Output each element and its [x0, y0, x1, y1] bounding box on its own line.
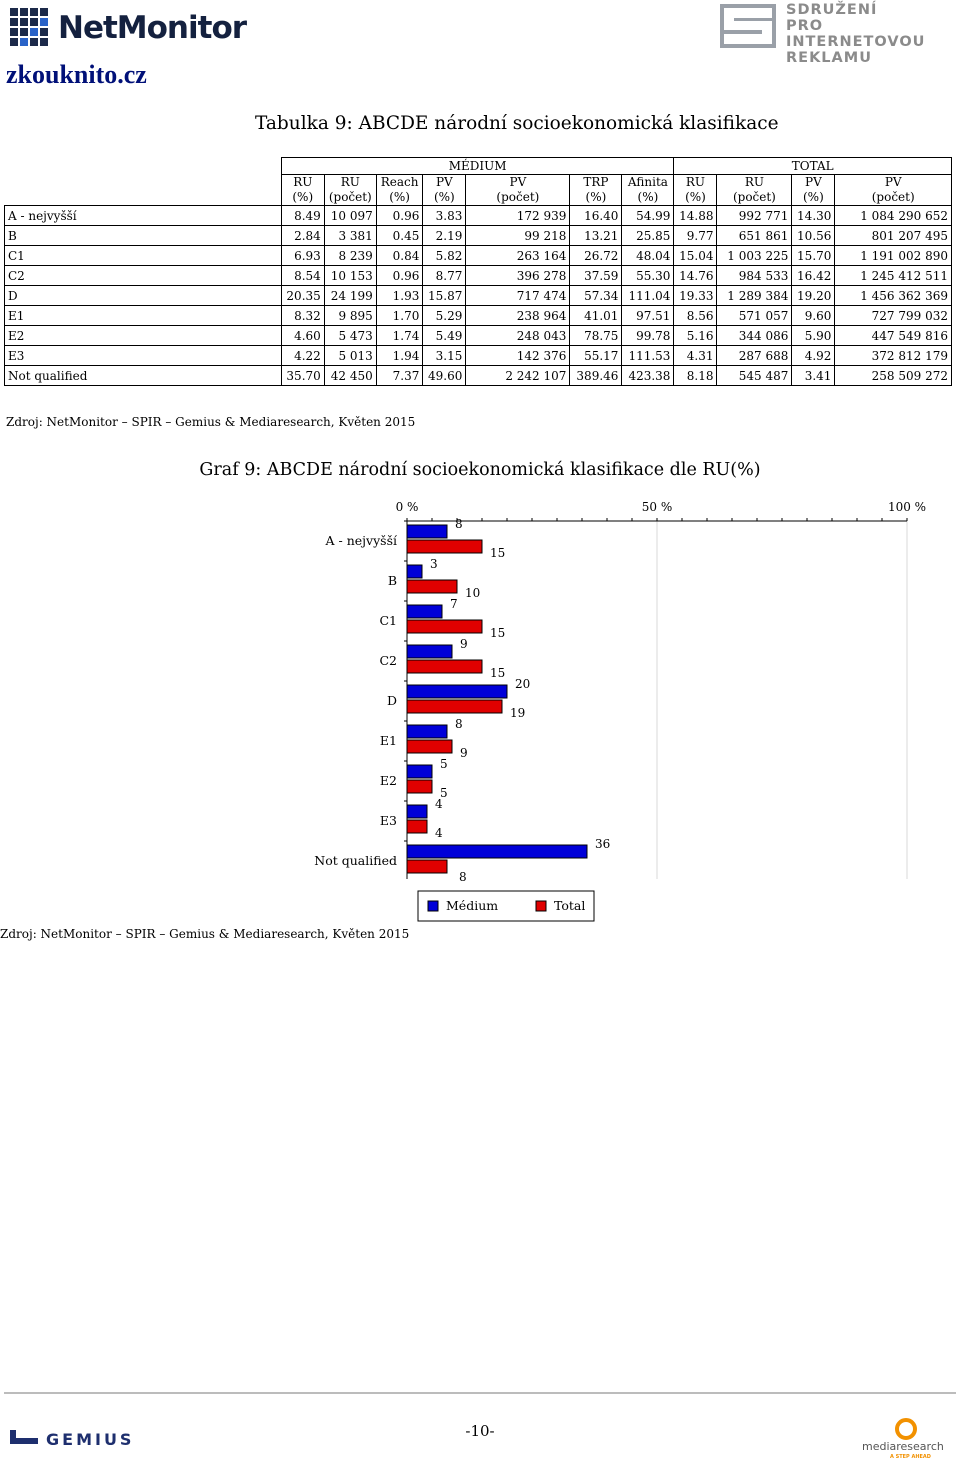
column-header-line-2: (%): [637, 190, 659, 204]
table-cell: 651 861: [717, 226, 792, 246]
spir-logo-line-3: REKLAMU: [786, 50, 872, 66]
group-header-medium: MÉDIUM: [281, 158, 674, 175]
legend-swatch-total: [536, 901, 546, 911]
bar-chart: [300, 495, 940, 925]
mediaresearch-logo-icon: [894, 1418, 918, 1440]
table-row: [5, 266, 952, 286]
data-label: 4: [435, 797, 443, 811]
table-cell: 0.84: [376, 246, 423, 266]
bar-total: [407, 660, 482, 673]
row-label: Not qualified: [5, 366, 282, 386]
spir-logo-line-1: SDRUŽENÍ: [786, 2, 878, 18]
data-label: 15: [490, 666, 506, 680]
category-label: C2: [379, 653, 397, 668]
table-cell: 3.15: [423, 346, 466, 366]
column-header: [281, 175, 324, 206]
table-cell: 10 153: [324, 266, 376, 286]
netmonitor-logo: [8, 6, 247, 46]
column-header: [835, 175, 952, 206]
column-header: [622, 175, 674, 206]
legend-label: Médium: [446, 898, 499, 913]
table-cell: 25.85: [622, 226, 674, 246]
bar-total: [407, 580, 457, 593]
data-label: 20: [515, 677, 531, 691]
table-cell: 571 057: [717, 306, 792, 326]
legend-label: Total: [554, 898, 586, 913]
table-cell: 97.51: [622, 306, 674, 326]
data-label: 9: [460, 746, 468, 760]
column-header-line-1: RU: [685, 175, 706, 189]
bar-médium: [407, 645, 452, 658]
column-header-line-2: (%): [685, 190, 706, 204]
column-header: [792, 175, 835, 206]
table-cell: 1 245 412 511: [835, 266, 952, 286]
row-label: E2: [5, 326, 282, 346]
table-cell: 57.34: [570, 286, 622, 306]
table-cell: 55.30: [622, 266, 674, 286]
table-cell: 20.35: [281, 286, 324, 306]
table-row: [5, 286, 952, 306]
column-header-line-1: RU: [340, 175, 360, 189]
table-cell: 172 939: [466, 206, 570, 226]
x-tick-label: 100 %: [887, 500, 927, 514]
bar-total: [407, 700, 502, 713]
data-label: 8: [455, 717, 463, 731]
footer-divider: [4, 1392, 956, 1394]
category-label: Not qualified: [314, 853, 397, 868]
chart-source: Zdroj: NetMonitor – SPIR – Gemius & Mediaresearch, Květen 2015: [0, 927, 410, 941]
table-cell: 19.20: [792, 286, 835, 306]
netmonitor-logo-text: NetMonitor: [58, 10, 247, 46]
legend-swatch-médium: [428, 901, 438, 911]
table-cell: 344 086: [717, 326, 792, 346]
table-cell: 8.54: [281, 266, 324, 286]
category-label: A - nejvyšší: [325, 533, 397, 548]
table-cell: 4.60: [281, 326, 324, 346]
data-label: 15: [490, 626, 506, 640]
column-header-line-2: (počet): [328, 190, 372, 204]
table-cell: 15.87: [423, 286, 466, 306]
group-header-total: TOTAL: [674, 158, 952, 175]
category-label: B: [387, 573, 397, 588]
table-cell: 19.33: [674, 286, 717, 306]
table-cell: 258 509 272: [835, 366, 952, 386]
table-cell: 545 487: [717, 366, 792, 386]
table-cell: 142 376: [466, 346, 570, 366]
table-cell: 99 218: [466, 226, 570, 246]
row-label: B: [5, 226, 282, 246]
table-cell: 8 239: [324, 246, 376, 266]
table-cell: 6.93: [281, 246, 324, 266]
table-cell: 14.30: [792, 206, 835, 226]
table-cell: 10.56: [792, 226, 835, 246]
data-table: [4, 157, 952, 386]
row-label: E3: [5, 346, 282, 366]
bar-médium: [407, 845, 587, 858]
column-header: [466, 175, 570, 206]
table-cell: 55.17: [570, 346, 622, 366]
column-header-line-1: Afinita: [627, 175, 668, 189]
table-corner-sub: [5, 175, 282, 206]
table-cell: 41.01: [570, 306, 622, 326]
data-label: 4: [435, 826, 443, 840]
table-cell: 1 003 225: [717, 246, 792, 266]
page-number: -10-: [465, 1422, 495, 1440]
gemius-logo-text: GEMIUS: [46, 1430, 135, 1449]
table-cell: 8.32: [281, 306, 324, 326]
table-row: [5, 226, 952, 246]
column-header-line-2: (%): [585, 190, 607, 204]
bar-médium: [407, 525, 447, 538]
table-cell: 8.56: [674, 306, 717, 326]
table-cell: 248 043: [466, 326, 570, 346]
table-cell: 5.49: [423, 326, 466, 346]
chart-title: Graf 9: ABCDE národní socioekonomická klasifikace dle RU(%): [199, 460, 761, 480]
table-cell: 1.74: [376, 326, 423, 346]
table-cell: 1 456 362 369: [835, 286, 952, 306]
table-row: [5, 366, 952, 386]
column-header-line-2: (počet): [871, 190, 915, 204]
data-label: 9: [460, 637, 468, 651]
table-cell: 35.70: [281, 366, 324, 386]
table-cell: 37.59: [570, 266, 622, 286]
table-cell: 111.53: [622, 346, 674, 366]
netmonitor-logo-icon: [10, 8, 54, 48]
row-label: C1: [5, 246, 282, 266]
table-cell: 801 207 495: [835, 226, 952, 246]
data-label: 8: [459, 870, 467, 884]
data-label: 10: [465, 586, 481, 600]
table-cell: 4.92: [792, 346, 835, 366]
bar-médium: [407, 765, 432, 778]
table-cell: 9.60: [792, 306, 835, 326]
table-cell: 447 549 816: [835, 326, 952, 346]
table-cell: 8.49: [281, 206, 324, 226]
table-cell: 5 473: [324, 326, 376, 346]
table-cell: 15.70: [792, 246, 835, 266]
category-label: C1: [379, 613, 397, 628]
table-title: Tabulka 9: ABCDE národní socioekonomická klasifikace: [255, 113, 779, 134]
bar-total: [407, 620, 482, 633]
table-source: Zdroj: NetMonitor – SPIR – Gemius & Mediaresearch, Květen 2015: [6, 415, 416, 429]
table-cell: 5 013: [324, 346, 376, 366]
column-header-line-1: PV: [509, 175, 527, 189]
table-cell: 78.75: [570, 326, 622, 346]
column-header: [376, 175, 423, 206]
table-cell: 14.76: [674, 266, 717, 286]
table-cell: 5.82: [423, 246, 466, 266]
table-cell: 5.90: [792, 326, 835, 346]
row-label: D: [5, 286, 282, 306]
mediaresearch-slogan: A STEP AHEAD: [890, 1454, 931, 1460]
table-cell: 48.04: [622, 246, 674, 266]
column-header-line-1: PV: [805, 175, 822, 189]
table-cell: 4.22: [281, 346, 324, 366]
table-cell: 9 895: [324, 306, 376, 326]
data-label: 3: [430, 557, 438, 571]
table-cell: 42 450: [324, 366, 376, 386]
row-label: A - nejvyšší: [5, 206, 282, 226]
table-row: [5, 326, 952, 346]
table-row: [5, 246, 952, 266]
table-cell: 717 474: [466, 286, 570, 306]
table-cell: 16.42: [792, 266, 835, 286]
bar-total: [407, 860, 447, 873]
table-cell: 0.45: [376, 226, 423, 246]
spir-logo: [718, 2, 958, 66]
data-label: 8: [455, 517, 463, 531]
column-header-line-1: RU: [293, 175, 313, 189]
row-label: E1: [5, 306, 282, 326]
mediaresearch-logo: [860, 1418, 956, 1462]
column-header: [423, 175, 466, 206]
table-cell: 111.04: [622, 286, 674, 306]
table-cell: 1 084 290 652: [835, 206, 952, 226]
data-label: 5: [440, 757, 448, 771]
table-row: [5, 306, 952, 326]
table-corner: [5, 158, 282, 175]
table-cell: 3.83: [423, 206, 466, 226]
table-cell: 238 964: [466, 306, 570, 326]
x-tick-label: 0 %: [395, 500, 419, 514]
column-header: [717, 175, 792, 206]
category-label: E3: [379, 813, 397, 828]
table-cell: 1.70: [376, 306, 423, 326]
column-header-line-2: (%): [389, 190, 410, 204]
table-cell: 3 381: [324, 226, 376, 246]
table-cell: 2 242 107: [466, 366, 570, 386]
table-cell: 14.88: [674, 206, 717, 226]
bar-total: [407, 540, 482, 553]
bar-médium: [407, 565, 422, 578]
table-cell: 10 097: [324, 206, 376, 226]
table-cell: 8.77: [423, 266, 466, 286]
column-header-line-2: (počet): [732, 190, 776, 204]
table-row: [5, 346, 952, 366]
table-cell: 1 191 002 890: [835, 246, 952, 266]
site-name: zkouknito.cz: [6, 60, 147, 89]
table-cell: 727 799 032: [835, 306, 952, 326]
category-label: D: [386, 693, 397, 708]
column-header-line-1: PV: [884, 175, 902, 189]
table-cell: 372 812 179: [835, 346, 952, 366]
table-cell: 389.46: [570, 366, 622, 386]
bar-médium: [407, 805, 427, 818]
table-cell: 26.72: [570, 246, 622, 266]
category-label: E2: [379, 773, 397, 788]
table-cell: 263 164: [466, 246, 570, 266]
bar-total: [407, 740, 452, 753]
column-header-line-1: RU: [744, 175, 764, 189]
table-cell: 2.84: [281, 226, 324, 246]
table-cell: 3.41: [792, 366, 835, 386]
table-cell: 16.40: [570, 206, 622, 226]
row-label: C2: [5, 266, 282, 286]
column-header-line-1: TRP: [583, 175, 609, 189]
table-cell: 1.94: [376, 346, 423, 366]
table-cell: 99.78: [622, 326, 674, 346]
column-header-line-2: (počet): [496, 190, 540, 204]
table-cell: 0.96: [376, 266, 423, 286]
spir-logo-icon: [720, 4, 776, 48]
table-cell: 8.18: [674, 366, 717, 386]
table-cell: 7.37: [376, 366, 423, 386]
data-label: 15: [490, 546, 506, 560]
data-label: 7: [450, 597, 458, 611]
data-label: 36: [595, 837, 611, 851]
bar-médium: [407, 725, 447, 738]
table-cell: 49.60: [423, 366, 466, 386]
table-cell: 5.29: [423, 306, 466, 326]
table-cell: 1.93: [376, 286, 423, 306]
column-header: [570, 175, 622, 206]
mediaresearch-logo-text: mediaresearch: [862, 1440, 944, 1453]
table-cell: 992 771: [717, 206, 792, 226]
table-cell: 5.16: [674, 326, 717, 346]
table-cell: 2.19: [423, 226, 466, 246]
bar-total: [407, 820, 427, 833]
table-cell: 15.04: [674, 246, 717, 266]
table-cell: 1 289 384: [717, 286, 792, 306]
table-cell: 396 278: [466, 266, 570, 286]
x-tick-label: 50 %: [641, 500, 673, 514]
table-cell: 4.31: [674, 346, 717, 366]
table-cell: 984 533: [717, 266, 792, 286]
column-header-line-2: (%): [433, 190, 455, 204]
table-cell: 13.21: [570, 226, 622, 246]
table-row: [5, 206, 952, 226]
column-header-line-2: (%): [803, 190, 824, 204]
column-header-line-1: Reach: [380, 175, 419, 189]
bar-médium: [407, 685, 507, 698]
bar-total: [407, 780, 432, 793]
column-header-line-1: PV: [435, 175, 453, 189]
table-cell: 0.96: [376, 206, 423, 226]
spir-logo-line-2: PRO INTERNETOVOU: [786, 18, 926, 50]
column-header: [324, 175, 376, 206]
table-cell: 54.99: [622, 206, 674, 226]
table-cell: 9.77: [674, 226, 717, 246]
table-cell: 24 199: [324, 286, 376, 306]
category-label: E1: [379, 733, 397, 748]
column-header: [674, 175, 717, 206]
column-header-line-2: (%): [292, 190, 314, 204]
table-cell: 423.38: [622, 366, 674, 386]
data-label: 19: [510, 706, 526, 720]
table-cell: 287 688: [717, 346, 792, 366]
bar-médium: [407, 605, 442, 618]
data-label: 5: [440, 786, 448, 800]
